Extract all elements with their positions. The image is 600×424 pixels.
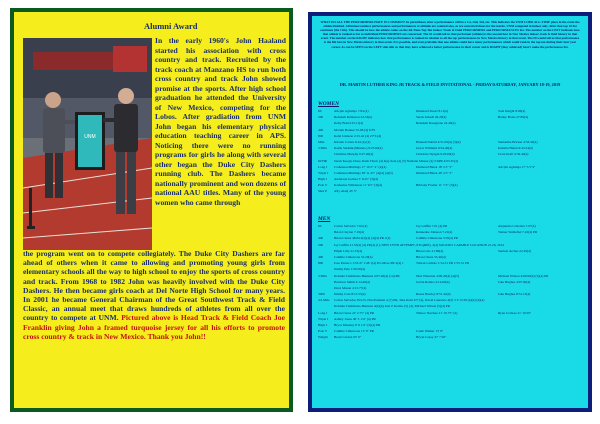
result-entry: Harrison Smith 4:14.46(4): [334, 279, 370, 284]
result-entry: Hannah Nuttall 4:51.09(4) (3)(4): [416, 139, 461, 144]
result-entry: Caleb Walker 13' 9": [416, 329, 444, 334]
result-entry: Tanner Stublefiel 7.22(4) PR: [498, 230, 538, 235]
result-entry: Bailey Boles 27.89(4): [498, 115, 528, 120]
men-results-list: [318, 223, 586, 341]
svg-text:UNM: UNM: [84, 134, 96, 140]
explanation-text: WHAT DO ALL THE PERFORMERS HAVE IN COMMON? In parentheses after a performance will be a 1st, 2nd, 3rd, etc. This indicates the UNM LOBO ALL-TIME place in the event the athlete finished. All indoor/outdoor performances and performances at altitude are counted also, as are converted times for the marks. UNM competed in indoor only. After that top 10 list continues (the 11th). This should be how the athlete ranks on the All-Time Top Ten Indoor Track & Field PERFORMERS and PERFORMANCES list. The number on the LEFT indicates how that athlete is ranked as far as individual PERFORMERS are concerned. The #2 would tell us that performer (athlete) is the second-best in New Mexico indoor track & field history in that event. The number on the RIGHT indicates how that performance is ranked in relation to all the top performances in New Mexico history in that event. The #8 would tell us that performance is the 8th best in New Mexico history in that event. It is possible, and even probable that one athlete could have many performances which could rank in the top ten during their four year career. As can be SEEN on the LEFT side tells us that they have achieved a better performance in their career and is RIGHT (they achieved) hasn't make the performance list.: [320, 20, 580, 49]
event-name: Long J: [318, 164, 328, 169]
result-entry: Soni Knight 8.06(4): [498, 109, 526, 113]
result-entry: Anderson Gomez 5' 9.25" (3)(4): [334, 177, 378, 182]
result-entry: Carlos Salvador 7.64 (4): [334, 224, 368, 228]
event-name: 200: [318, 115, 324, 120]
result-entry: Isabella Hafen 9:43.24(4): [498, 146, 533, 151]
event-name: 3000: [318, 292, 325, 297]
result-row: [318, 334, 586, 340]
alumni-award-panel: [14, 12, 289, 408]
meet-title: DR. MARTIN LUTHER KING JR TRACK & FIELD INVITATIONAL - FRIDAY/SATURDAY, JANUARY 18-19, 2019: [339, 82, 561, 87]
result-entry: Brian Clerus 48.84 4(2)(4) (4)(4) PR 1(2): [334, 236, 391, 241]
result-entry: Reese Hawley 8:51.42(4): [416, 292, 451, 297]
meet-results-panel: [312, 16, 588, 408]
result-entry: Rebekah Robinson 24.34(n): [334, 115, 373, 120]
result-entry: Brian Clerus 22' 2.75" (4) PR: [334, 310, 375, 315]
article-text-side: In the early 1960's John Haaland started his association with cross country and track. Recruited by the track coach at Manzano HS to run both cross country and track John showed promise at the sports. After high school graduation he attended the University of New Mexico, competing for the Lobos. After gradiation from UNM John began his elementary physical education teaching career in APS. Noticing there were no running programs for girls he along with several other began the Duke City Dashers running club. The Dashers became nationally prominent and won dozens of national AAU titles. Many of the young women who came through: [155, 36, 286, 207]
result-entry: Alejandro Cotledon 7.07(4): [498, 224, 536, 228]
result-entry: Sarah Zahedi 26.20(4): [416, 115, 447, 120]
result-entry: Ashley Joues 46' 3 1/4" (4) PR: [334, 316, 376, 321]
result-entry: Camille Cimarrone 13' 9" PR: [334, 329, 374, 334]
result-entry: Moriah Bonner 55.08 (4) 6 FS: [334, 127, 376, 132]
result-entry: Camille Cimarrone 3:59(4) PR: [416, 236, 458, 241]
alumni-award-page: [10, 8, 293, 412]
event-name: 400: [318, 236, 324, 241]
event-name: 60: [318, 224, 322, 228]
event-name: Triple J: [318, 170, 329, 175]
event-name: Long J: [318, 310, 328, 315]
men-section-label: MEN: [318, 216, 331, 222]
result-entry: Jake Hughes 8:31.13(4): [498, 292, 531, 297]
result-entry: Cathaleen Mullings 17' 10.5" 4" (4)(4): [334, 164, 387, 169]
event-name: Mile: [318, 139, 325, 144]
result-entry: Kelly Brand 25.11(4): [334, 121, 363, 126]
result-entry: Kristian Clemmons-Henness 4:07.46(4) (14) PR: [334, 273, 400, 278]
result-entry: Kelsi Johnson 2:15.42 (4) 2 FT-(4): [334, 133, 382, 138]
event-name: Pole V: [318, 183, 328, 188]
event-name: High J: [318, 323, 327, 327]
result-entry: Tristan Carlisle 1:54.31 PR 1:55.51 PR: [416, 261, 470, 266]
event-name: Pole V: [318, 329, 328, 334]
result-entry: Rebekah Rosegrene 24.40(n): [416, 121, 456, 126]
result-entry: Kristian Clemmons-Henness 4(4)(4), Kel Z Kermo (5) (4), Michael Wilson (5)(4) PR: [334, 304, 450, 309]
photo-caption-highlight: Pictured above is Head Track & Field Coach Joe Franklin giving John a framed turquoise jersey for all his efforts to promote cross country & track in New Mexico. Thank you John!!: [23, 313, 285, 341]
event-name: High J: [318, 177, 327, 182]
result-entry: Camille Cimarrone 52.20(4): [334, 254, 373, 259]
result-entry: Brian Clayton 7.19(4): [334, 230, 364, 235]
result-entry: Bryan Casey 47' 7.50": [416, 335, 447, 340]
result-entry: Kazik Stadnik (Minnes.) 9:23.82(4): [334, 146, 383, 151]
result-entry: Katherine Wilkinson 11' 9.5" (3)(4): [334, 183, 383, 188]
result-entry: Ciara Kraft 9:39.40(4): [498, 152, 529, 157]
result-entry: Kirsten Cortez 4:44 (4) (4): [334, 139, 371, 144]
women-section-label: WOMEN: [318, 101, 339, 107]
event-name: Weight: [318, 335, 328, 340]
event-name: 60: [318, 109, 322, 113]
results-explanation: [320, 20, 580, 49]
result-entry: Diamond Black 40' 2.5" 5": [416, 170, 453, 175]
result-entry: Alicjah Agbalaja 7.84 (4): [334, 109, 369, 113]
result-entry: Brian Celo 21.89(4): [416, 248, 444, 253]
result-entry: Samantha Bricker 4:56.34(4): [498, 139, 538, 144]
event-name: 400: [318, 254, 324, 259]
result-entry: Carlos Salvador, Bru N, Dru Parsmen 4 (7) PR, Jake Kohl 4?? (4), David Laurence 4(5) 3 3:13.39 (4)(4) (4)(4): [334, 298, 485, 303]
result-entry: Charlotte Nyagin 9:26.60(4): [416, 152, 455, 157]
result-entry: Bryce Dunsley 6' 9 1/4" (5)(4) PR: [334, 323, 381, 327]
result-entry: Gavin Ramos 4:14.60(4): [416, 279, 450, 284]
result-entry: Diamond Stuart 8.11(n): [416, 109, 449, 113]
result-entry: Diamond Black 18' 2.5" 5": [416, 164, 453, 169]
result-entry: Michael Wilson 4:09.90(4) (5)(4) PR: [498, 273, 549, 278]
award-photo: [23, 38, 152, 250]
event-name: 3 Mile: [318, 146, 327, 151]
result-entry: Brian Clerus 53.40(4): [416, 254, 446, 259]
result-entry: Jay Griffin 21.53(4) (4) PR(4) (1); NEW LYNN ATTEMPT, PTG(RIE), 4(4) SOCIOUS CAPABLE LOCATION 21.26, 2014: [334, 242, 504, 247]
result-entry: Jimmy Pete 1:56.50(4): [334, 267, 365, 272]
result-entry: Alicjah Agbalaja 17' 5.5"4": [498, 164, 536, 169]
result-entry: Brittany Frazier 11' 7.5" (3)(4): [416, 183, 458, 188]
event-name: 200: [318, 242, 324, 247]
result-entry: Kennedee Johnson 7.21(4): [416, 230, 453, 235]
event-name: 800: [318, 261, 324, 266]
event-name: 400: [318, 127, 324, 132]
result-entry: Jose Perusco 1:53.47 1:48 1(4) Pro More PR 4(4) 1: [334, 261, 404, 266]
meet-results-page: [308, 12, 592, 412]
result-row: [318, 188, 586, 194]
article-text-bottom: [23, 249, 285, 341]
event-name: 60 HR: [318, 158, 327, 163]
article-text-continued: the program went on to compete collegiately. The Duke City Dashers are far ahead of others when it came to allowing and promoting young girls from elementary schools all the way to high school to enjoy the sports of cross country and track. From 1968 to 1982 John was heavily involved with the Duke City Dashers. He then became girls coach at Del Norte High School for many years. In 2001 he became General Chairman of the Great Southwest Track & Field Classic, an annual meet that draws hundreds of athletes from all over the country to compete at UNM.: [23, 249, 285, 323]
result-entry: Cathaleen Mullings 38' 11.25" (4)(4) (4)(5): [334, 170, 393, 175]
result-entry: Max Wheaton 4:09.29(4) (4)(5): [416, 273, 460, 278]
event-name: 4:4 Mile: [318, 298, 330, 303]
result-entry: Jimmy Cole 8:13.53(4): [334, 292, 366, 297]
result-entry: Jake Hughes 4:07.90(4): [498, 279, 531, 284]
result-entry: Samuel Arches 22.29(4): [498, 248, 531, 253]
event-name: 3 Mile: [318, 273, 327, 278]
result-entry: Ally Aladj 43' 5": [334, 189, 357, 194]
result-entry: Ryan Crabree 21' 10.50": [498, 310, 532, 315]
result-entry: Grace Williams 9:34.40(4): [416, 146, 453, 151]
result-entry: Christine Murphy 9:27.90(4): [334, 152, 374, 157]
result-entry: Brent Cardon 65' 9": [334, 335, 362, 340]
event-name: Triple J: [318, 316, 329, 321]
result-entry: Dave Mason 4:13.77(4): [334, 285, 367, 290]
event-name: Shot P: [318, 189, 327, 194]
page-title: Alumni Award: [144, 21, 198, 31]
result-entry: Jay Griffin 7.01 (4) PR: [416, 224, 448, 228]
result-entry: Elijah Lilly 21.33(4): [334, 248, 362, 253]
result-entry: Timore Natchez 21' 10.75" (4): [416, 310, 458, 315]
women-results-list: [318, 108, 586, 195]
event-name: 800: [318, 133, 324, 138]
result-entry: Sarah Keogh, Drew, Ruth Thorn (4) 4(n)-Sela (4) (3) Nathalie Misner (4) 5:6PR 4:03.35(4): [334, 158, 458, 163]
